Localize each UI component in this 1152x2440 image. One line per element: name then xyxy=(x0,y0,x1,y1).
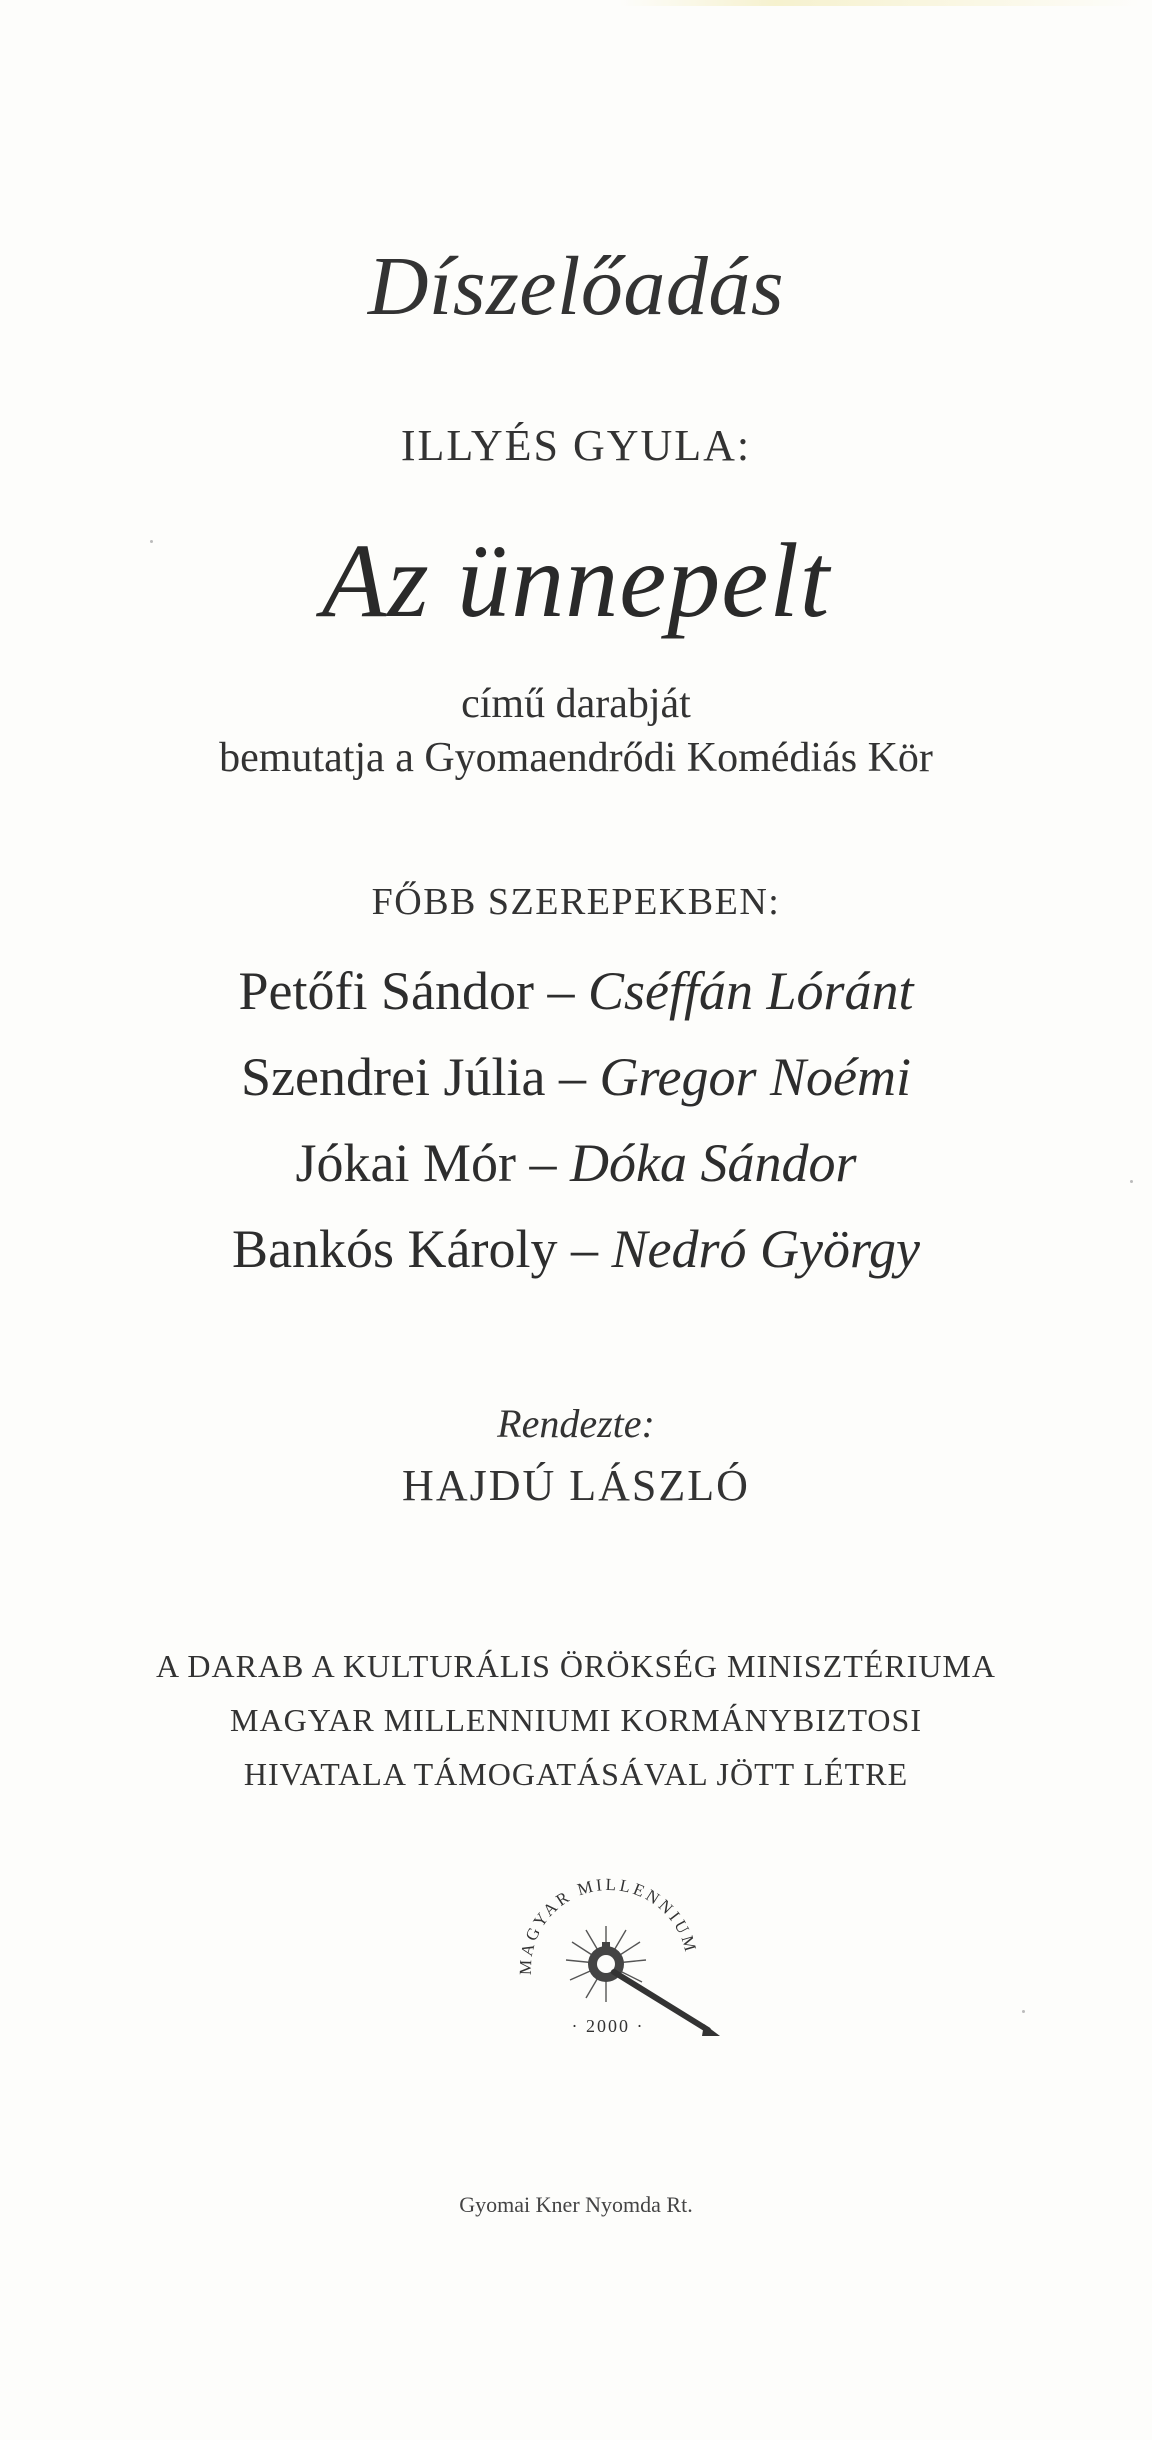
support-line: A DARAB A KULTURÁLIS ÖRÖKSÉG MINISZTÉRIUMA xyxy=(156,1648,996,1684)
cast-actor: Dóka Sándor xyxy=(570,1133,857,1193)
printer-credit: Gyomai Kner Nyomda Rt. xyxy=(459,2192,693,2217)
support-line: MAGYAR MILLENNIUMI KORMÁNYBIZTOSI xyxy=(230,1702,922,1738)
support-line: HIVATALA TÁMOGATÁSÁVAL JÖTT LÉTRE xyxy=(243,1756,909,1792)
cast-separator: – xyxy=(533,961,588,1021)
cast-row xyxy=(0,960,1152,1022)
paper-speck xyxy=(1022,2010,1025,2013)
millennium-logo xyxy=(490,1860,730,2040)
cast-actor: Cséffán Lóránt xyxy=(587,961,914,1021)
subtitle-line-2: bemutatja a Gyomaendrődi Komédiás Kör xyxy=(219,735,933,781)
cast-row xyxy=(0,1046,1152,1108)
paper-edge-stain xyxy=(620,0,1140,6)
cast-role: Szendrei Júlia xyxy=(241,1047,546,1107)
play-title: Az ünnepelt xyxy=(321,522,831,639)
cast-actor: Gregor Noémi xyxy=(599,1047,911,1107)
millennium-crown-scepter-icon xyxy=(490,1860,730,2040)
director-name: HAJDÚ LÁSZLÓ xyxy=(402,1461,750,1510)
cast-separator: – xyxy=(557,1219,612,1279)
gala-heading: Díszelőadás xyxy=(367,240,785,333)
cast-row xyxy=(0,1218,1152,1280)
paper-speck xyxy=(1130,1180,1133,1183)
cast-row xyxy=(0,1132,1152,1194)
cast-role: Jókai Mór xyxy=(295,1133,516,1193)
logo-year: · 2000 · xyxy=(571,2016,645,2036)
cast-role: Bankós Károly xyxy=(232,1219,558,1279)
paper-speck xyxy=(150,540,153,543)
cast-actor: Nedró György xyxy=(611,1219,920,1279)
cast-separator: – xyxy=(516,1133,570,1193)
cast-role: Petőfi Sándor xyxy=(238,961,534,1021)
cast-separator: – xyxy=(545,1047,600,1107)
subtitle-line-1: című darabját xyxy=(461,681,691,727)
logo-arc-text: MAGYAR MILLENNIUM xyxy=(515,1874,701,1976)
cast-heading: FŐBB SZEREPEKBEN: xyxy=(371,881,781,923)
director-label: Rendezte: xyxy=(497,1401,655,1446)
author-name: ILLYÉS GYULA: xyxy=(400,421,752,470)
